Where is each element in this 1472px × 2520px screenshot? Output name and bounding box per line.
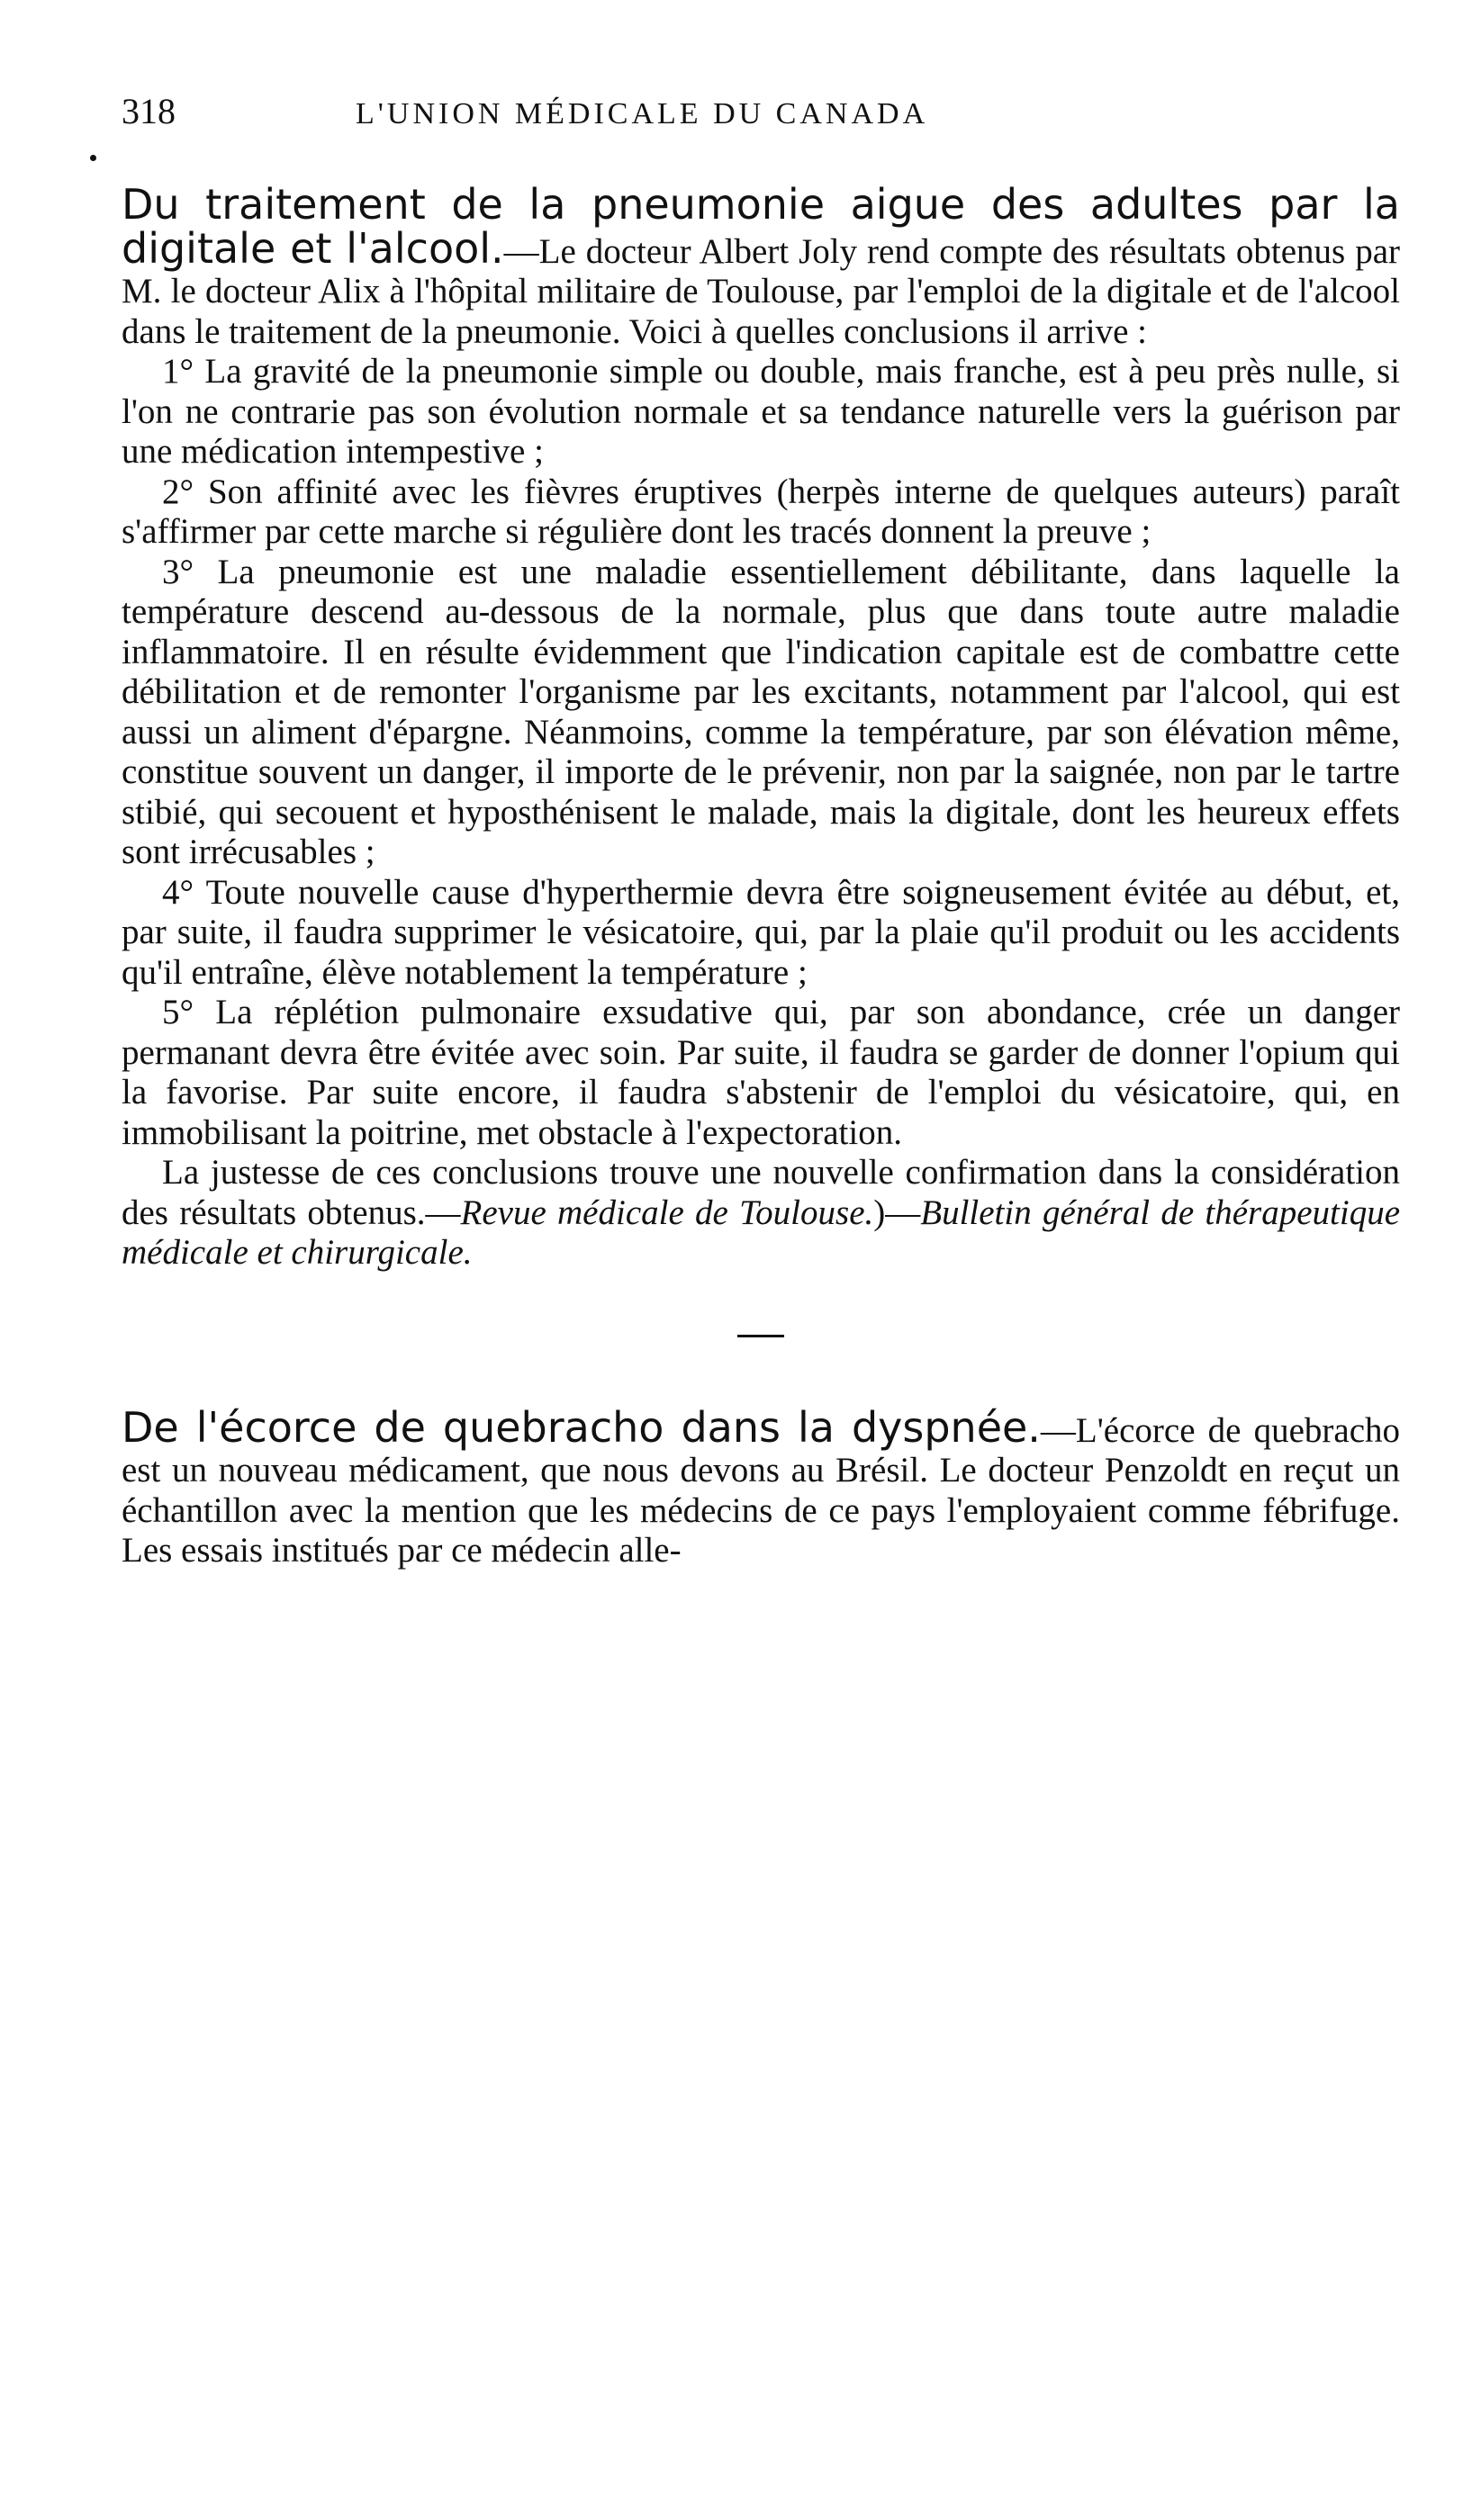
conclusion-point-1: 1° La gravité de la pneumonie simple ou double, mais franche, est à peu près nulle, si l'on ne contrarie pas son évolution normale et sa tendance naturelle vers la guérison par une médication intempestive ; (122, 352, 1400, 471)
conclusion-point-2: 2° Son affinité avec les fièvres éruptives (herpès interne de quelques auteurs) paraît s'affirmer par cette marche si régulière dont les tracés donnent la preuve ; (122, 472, 1400, 551)
journal-page (122, 90, 1400, 1571)
article-title: De l'écorce de quebracho dans la dyspnée. (122, 1402, 1041, 1452)
conclusion-point-4: 4° Toute nouvelle cause d'hyperthermie devra être soigneusement évitée au début, et, par suite, il faudra supprimer le vésicatoire, qui, par la plaie qu'il produit ou les accidents qu'il entraîne, élève notablement la température ; (122, 872, 1400, 992)
running-title: L'UNION MÉDICALE DU CANADA (356, 97, 929, 130)
page-number: 318 (122, 91, 176, 131)
conclusion-paragraph (122, 1153, 1400, 1274)
section-divider (737, 1335, 784, 1337)
source-revue: Revue médicale de Toulouse. (460, 1192, 874, 1232)
article-text: —L'écorce de quebracho est un nouveau médicament, que nous devons au Brésil. Le docteur Penzoldt en reçut un échantillon avec la mention que les médecins de ce pays l'employaient comme fébrifuge. Les essais institués par ce médecin alle- (122, 1410, 1400, 1570)
article-pneumonie (122, 180, 1401, 1274)
page-header (122, 90, 1400, 153)
article-title: Du traitement de la pneumonie aigue des adultes par la digitale et l'alcool. (122, 180, 1400, 273)
stray-dot (90, 155, 96, 161)
conclusion-point-5: 5° La réplétion pulmonaire exsudative qui, par son abondance, crée un danger permanant devra être évitée avec soin. Par suite, il faudra se garder de donner l'opium qui la favorise. Par suite encore, il faudra s'abstenir de l'emploi du vésicatoire, qui, en immobilisant la poitrine, met obstacle à l'expectoration. (122, 993, 1400, 1152)
article-quebracho (122, 1402, 1400, 1571)
conclusion-text: La justesse de ces conclusions trouve une nouvelle confirmation dans la considération des résultats obtenus.— (122, 1153, 1400, 1232)
conclusion-point-3: 3° La pneumonie est une maladie essentiellement débilitante, dans laquelle la température descend au-dessous de la normale, plus que dans toute autre maladie inflammatoire. Il en résulte évidemment que l'indication capitale est de combattre cette débilitation et de remonter l'organisme par les excitants, notamment par l'alcool, qui est aussi un aliment d'épargne. Néanmoins, comme la température, par son élévation même, constitue souvent un danger, il importe de le prévenir, non par la saignée, non par le tartre stibié, qui secouent et hyposthénisent le malade, mais la digitale, dont les heureux effets sont irrécusables ; (122, 552, 1400, 871)
source-separator: )— (873, 1192, 921, 1232)
source-bulletin: Bulletin général de thérapeutique médicale et chirurgicale. (122, 1192, 1401, 1272)
article-intro: —Le docteur Albert Joly rend compte des résultats obtenus par M. le docteur Alix à l'hôpital militaire de Toulouse, par l'emploi de la digitale et de l'alcool dans le traitement de la pneumonie. Voici à quelles conclusions il arrive : (122, 231, 1400, 351)
